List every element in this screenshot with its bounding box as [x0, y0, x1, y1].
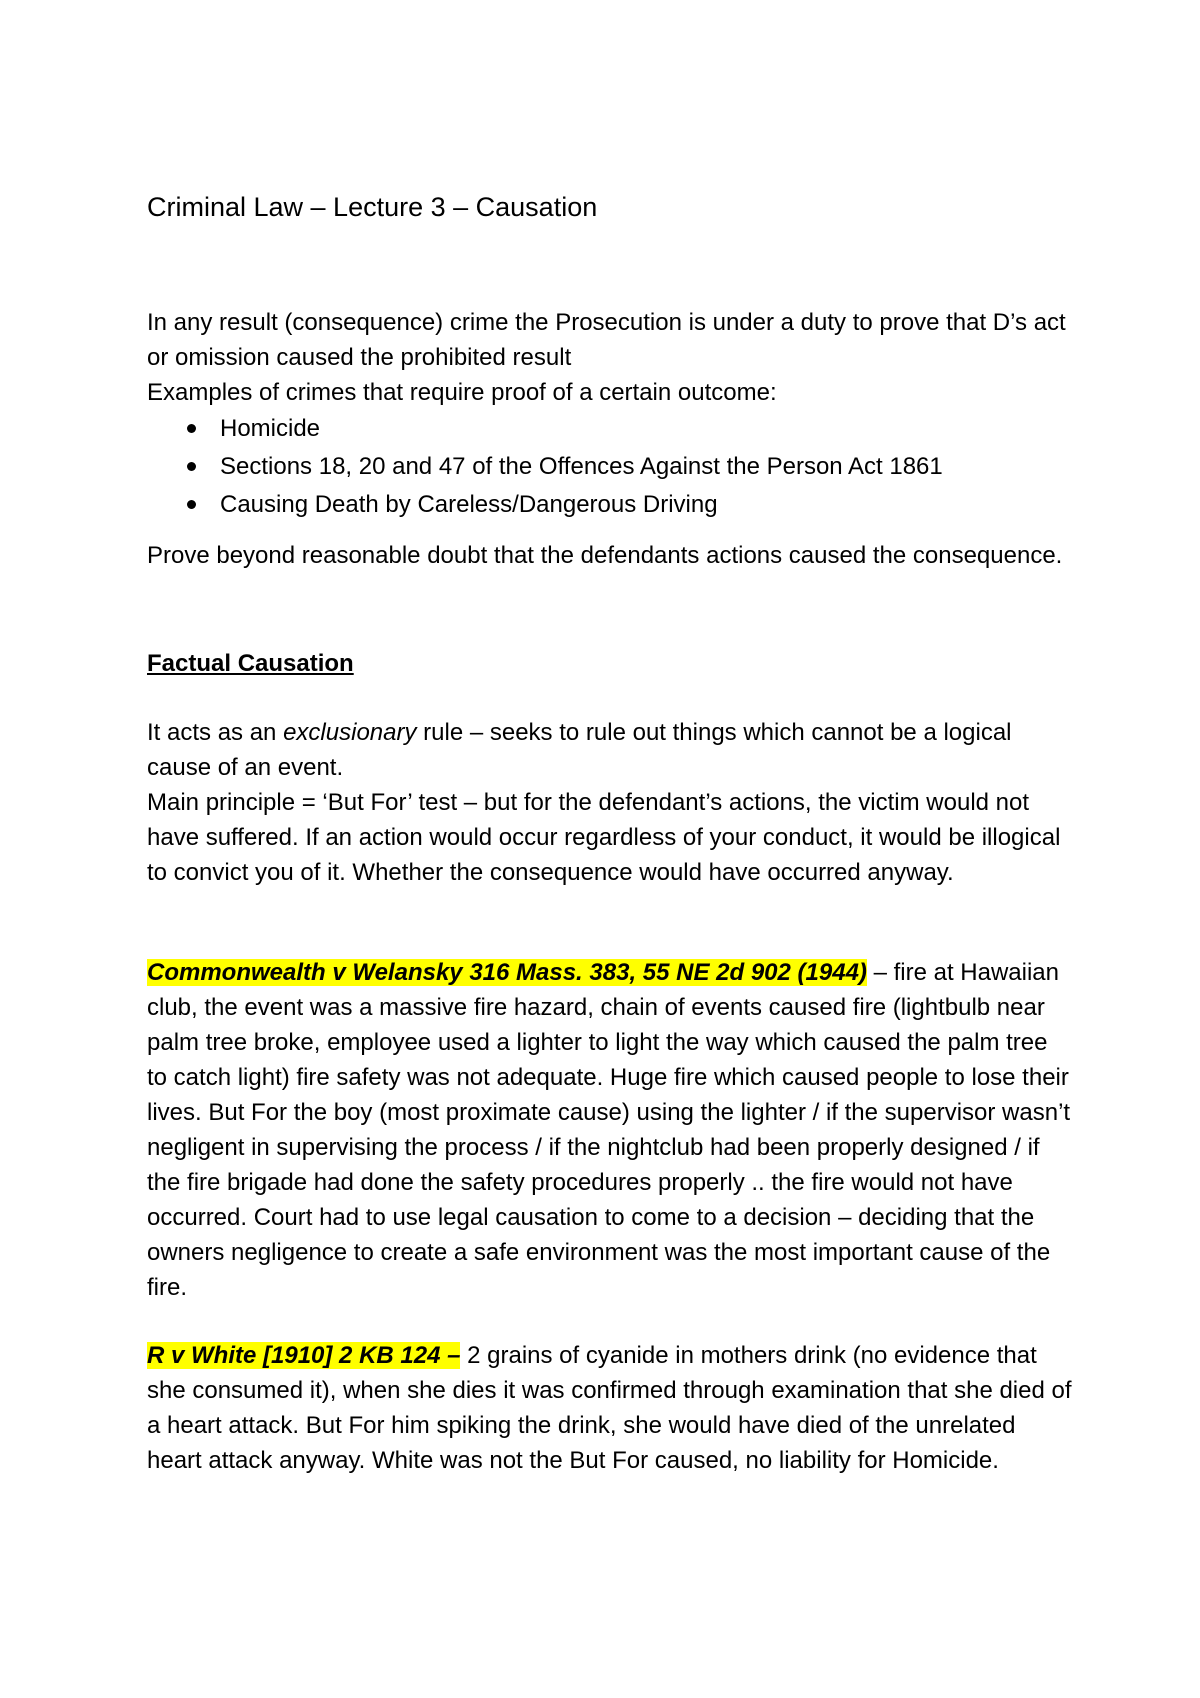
emphasis-text: exclusionary [283, 719, 417, 746]
case-description: – fire at Hawaiian club, the event was a massive fire hazard, chain of events caused fire (lightbulb near palm tree broke, employee used a lighter to light the way which caused the palm tree to catch light) fire safety was not adequate. Huge fire which caused people to lose their lives. But For the boy (most proximate cause) using the lighter / if the supervisor wasn’t negligent in supervising the process / if the nightclub had been properly designed / if the fire brigade had done the safety procedures properly .. the fire would not have occurred. Court had to use legal causation to come to a decision – deciding that the owners negligence to create a safe environment was the most important cause of the fire. [147, 959, 1071, 1301]
but-for-principle: Main principle = ‘But For’ test – but for the defendant’s actions, the victim would not have suffered. If an action would occur regardless of your conduct, it would be illogical to convict you of it. Whether the consequence would have occurred anyway. [147, 789, 1061, 886]
intro-line: In any result (consequence) crime the Prosecution is under a duty to prove that D’s act or omission caused the prohibited result [147, 309, 1066, 371]
intro-paragraph [147, 305, 1072, 410]
case-citation-highlight: Commonwealth v Welansky 316 Mass. 383, 55 NE 2d 902 (1944) [147, 959, 867, 986]
bullet-icon [187, 462, 196, 471]
list-item: Homicide [147, 410, 1072, 448]
examples-line: Examples of crimes that require proof of a certain outcome: [147, 379, 777, 406]
case-description: 2 grains of cyanide in mothers drink (no evidence that she consumed it), when she dies it was confirmed through examination that she died of a heart attack. But For him spiking the drink, she would have died of the unrelated heart attack anyway. White was not the But For caused, no liability for Homicide. [147, 1342, 1072, 1474]
list-item: Sections 18, 20 and 47 of the Offences Against the Person Act 1861 [147, 448, 1072, 486]
factual-causation-paragraph: It acts as an exclusionary rule – seeks to rule out things which cannot be a logical cause of an event. Main principle = ‘But For’ test – but for the defendant’s actions, the victim would not have suffered. If an action would occur regardless of your conduct, it would be illogical to convict you of it. Whether the consequence would have occurred anyway. [147, 719, 1061, 886]
list-item: Causing Death by Careless/Dangerous Driving [147, 486, 1072, 524]
bullet-icon [187, 424, 196, 433]
case-white [147, 1338, 1072, 1478]
page-title: Criminal Law – Lecture 3 – Causation [147, 192, 598, 222]
factual-causation-heading: Factual Causation [147, 650, 354, 677]
prove-paragraph: Prove beyond reasonable doubt that the defendants actions caused the consequence. [147, 542, 1063, 569]
crime-examples-list [147, 410, 1072, 524]
case-welansky [147, 955, 1072, 1305]
bullet-icon [187, 500, 196, 509]
case-citation-highlight: R v White [1910] 2 KB 124 – [147, 1342, 461, 1369]
